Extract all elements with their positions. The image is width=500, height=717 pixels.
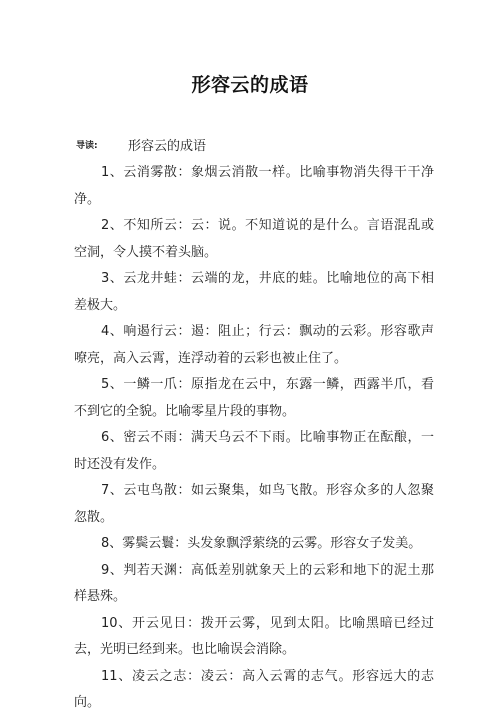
lead-label: 导读:: [76, 141, 98, 151]
idiom-entry: 5、一鳞一爪：原指龙在云中，东露一鳞，西露半爪，看不到它的全貌。比喻零星片段的事物。: [74, 377, 434, 419]
lead-text: 形容云的成语: [128, 139, 207, 154]
idiom-entry: 11、凌云之志：凌云：高入云霄的志气。形容远大的志向。: [74, 668, 434, 710]
idiom-entry: 3、云龙井蛙：云端的龙，井底的蛙。比喻地位的高下相差极大。: [74, 271, 434, 313]
idiom-entry: 2、不知所云：云：说。不知道说的是什么。言语混乱或空洞，令人摸不着头脑。: [74, 218, 434, 260]
idiom-entry: 9、判若天渊：高低差别就象天上的云彩和地下的泥土那样悬殊。: [74, 562, 434, 604]
lead-section: [76, 135, 206, 154]
page-title: 形容云的成语: [191, 74, 309, 96]
idiom-entry: 10、开云见日：拨开云雾，见到太阳。比喻黑暗已经过去，光明已经到来。也比喻误会消除。: [74, 615, 434, 657]
idiom-entry: 8、雾鬓云鬟：头发象飘浮萦绕的云雾。形容女子发美。: [101, 536, 422, 551]
idiom-entry: 6、密云不雨：满天乌云不下雨。比喻事物正在酝酿，一时还没有发作。: [74, 430, 434, 472]
idiom-list: [74, 160, 434, 717]
idiom-entry: 7、云屯鸟散：如云聚集，如鸟飞散。形容众多的人忽聚忽散。: [74, 483, 434, 525]
idiom-entry: 4、响遏行云：遏：阻止；行云：飘动的云彩。形容歌声嘹亮，高入云霄，连浮动着的云彩也被止住了。: [74, 324, 434, 366]
idiom-entry: 1、云消雾散：象烟云消散一样。比喻事物消失得干干净净。: [74, 165, 434, 207]
